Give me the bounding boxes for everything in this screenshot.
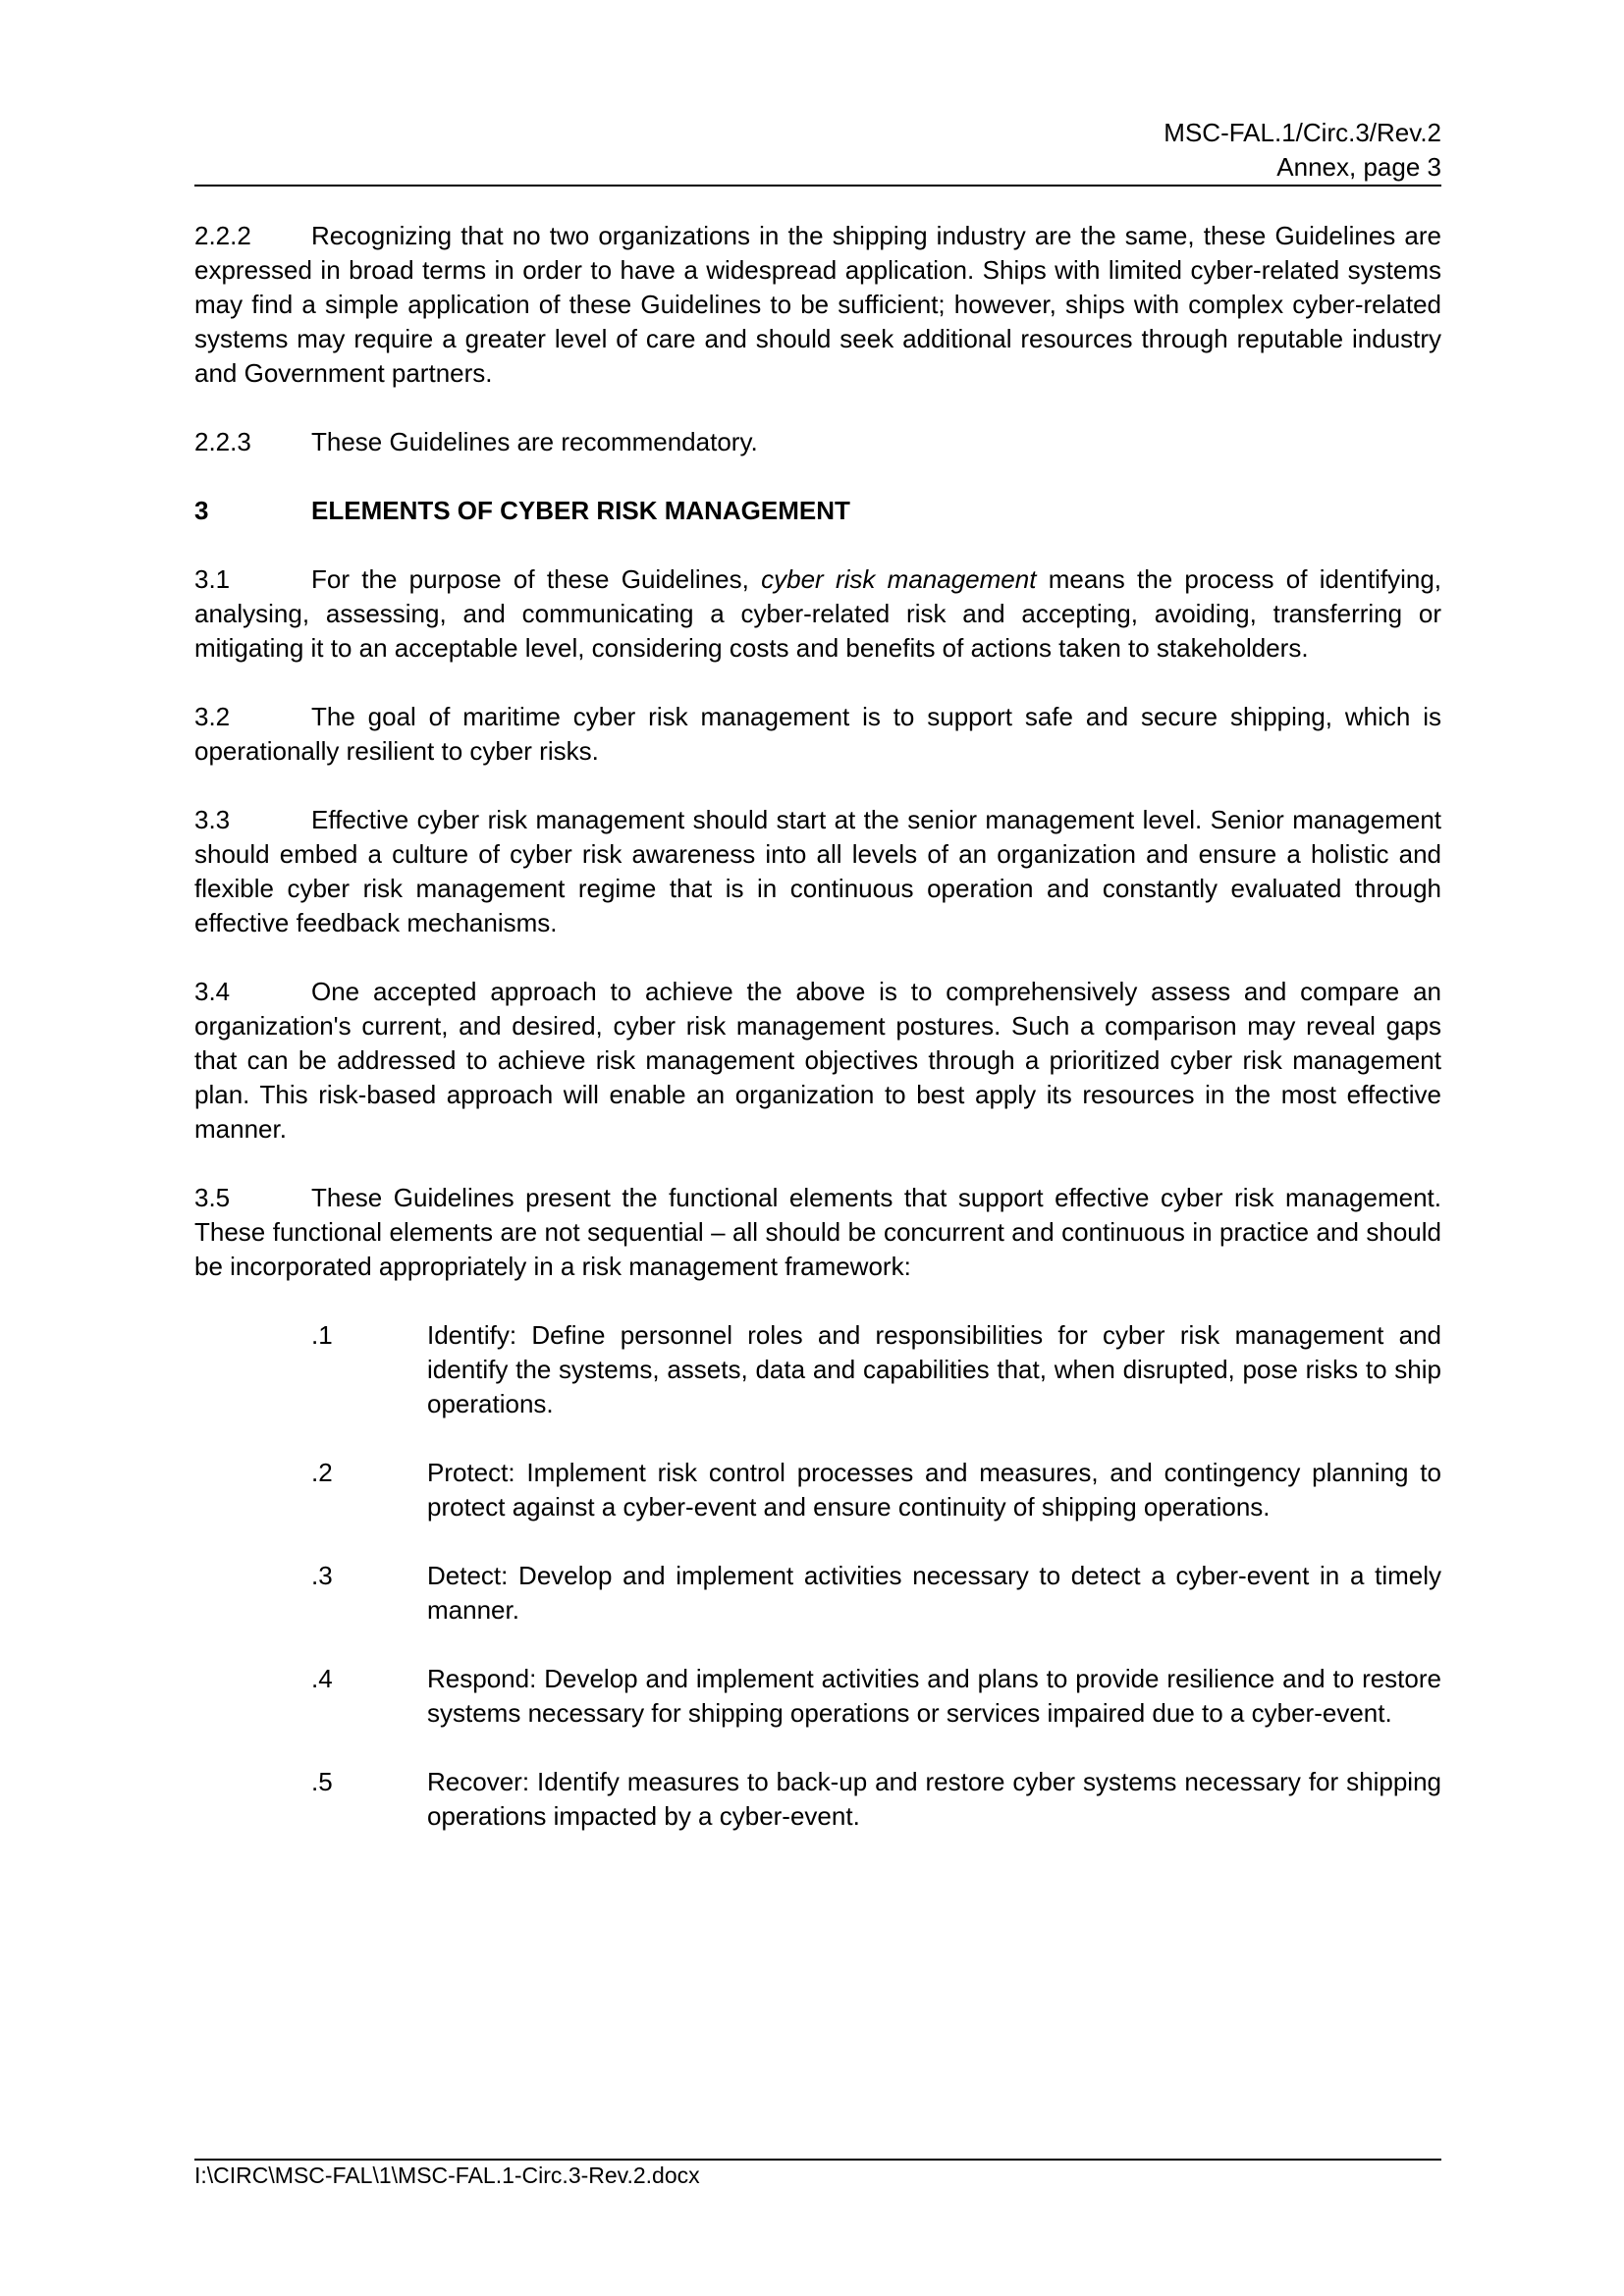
paragraph-2-2-2 [194, 219, 1441, 391]
paragraph-2-2-3 [194, 425, 1441, 459]
paragraph-text: Effective cyber risk management should start at the senior management level. Senior management should embed a culture of cyber risk awareness into all levels of an organization and ensure a holistic and flexible cyber risk management regime that is in continuous operation and constantly evaluated through effective feedback mechanisms. [194, 805, 1441, 937]
paragraph-text: One accepted approach to achieve the above is to comprehensively assess and compare an organization's current, and desired, cyber risk management postures. Such a comparison may reveal gaps that can be addressed to achieve risk management objectives through a prioritized cyber risk management plan. This risk-based approach will enable an organization to best apply its resources in the most effective manner. [194, 977, 1441, 1144]
list-item-text: Identify: Define personnel roles and responsibilities for cyber risk management and identify the systems, assets, data and capabilities that, when disrupted, pose risks to ship operations. [427, 1320, 1441, 1418]
list-item-text: Protect: Implement risk control processes and measures, and contingency planning to protect against a cyber-event and ensure continuity of shipping operations. [427, 1458, 1441, 1522]
paragraph-3-2 [194, 700, 1441, 769]
paragraph-3-5 [194, 1181, 1441, 1284]
list-item-number: .1 [311, 1320, 333, 1350]
paragraph-text-rest: means the process of identifying, analysing, assessing, and communicating a cyber-related risk and accepting, avoiding, transferring or mitigating it to an acceptable level, considering costs and benefits of actions taken to stakeholders. [194, 564, 1441, 663]
paragraph-text: Recognizing that no two organizations in the shipping industry are the same, these Guidelines are expressed in broad terms in order to have a widespread application. Ships with limited cyber-related systems may find a simple application of these Guidelines to be sufficient; however, ships with complex cyber-related systems may require a greater level of care and should seek additional resources through reputable industry and Government partners. [194, 221, 1441, 388]
list-item [194, 1765, 1441, 1834]
page-header [194, 116, 1441, 185]
list-item-number: .3 [311, 1561, 333, 1590]
paragraph-3-1 [194, 562, 1441, 666]
list-item [194, 1559, 1441, 1628]
list-item-number: .4 [311, 1664, 333, 1693]
defined-term: cyber risk management [761, 564, 1037, 594]
paragraph-number: 3.3 [194, 805, 231, 834]
footer-file-path: I:\CIRC\MSC-FAL\1\MSC-FAL.1-Circ.3-Rev.2.docx [194, 2163, 700, 2188]
section-heading-3 [194, 494, 1441, 528]
paragraph-number: 2.2.2 [194, 221, 251, 250]
list-item-text: Detect: Develop and implement activities necessary to detect a cyber-event in a timely manner. [427, 1561, 1441, 1625]
list-item [194, 1662, 1441, 1731]
paragraph-number: 3.1 [194, 564, 231, 594]
page-label: Annex, page 3 [1276, 152, 1441, 182]
paragraph-text: These Guidelines present the functional elements that support effective cyber risk management. These functional elements are not sequential – all should be concurrent and continuous in practice and should be incorporated appropriately in a risk management framework: [194, 1183, 1441, 1281]
list-item [194, 1456, 1441, 1524]
paragraph-number: 3.4 [194, 977, 231, 1006]
list-item-text: Respond: Develop and implement activities and plans to provide resilience and to restore systems necessary for shipping operations or services impaired due to a cyber-event. [427, 1664, 1441, 1728]
section-number: 3 [194, 496, 209, 525]
document-page [194, 0, 1441, 2296]
paragraph-text: These Guidelines are recommendatory. [311, 427, 758, 456]
document-reference: MSC-FAL.1/Circ.3/Rev.2 [1164, 118, 1441, 147]
paragraph-3-3 [194, 803, 1441, 940]
document-body [194, 219, 1441, 1868]
list-item-number: .5 [311, 1767, 333, 1796]
paragraph-3-4 [194, 975, 1441, 1147]
header-divider [194, 185, 1441, 187]
list-item-text: Recover: Identify measures to back-up and restore cyber systems necessary for shipping operations impacted by a cyber-event. [427, 1767, 1441, 1831]
paragraph-text: The goal of maritime cyber risk management is to support safe and secure shipping, which is operationally resilient to cyber risks. [194, 702, 1441, 766]
paragraph-number: 3.5 [194, 1183, 231, 1212]
section-title: ELEMENTS OF CYBER RISK MANAGEMENT [311, 496, 850, 525]
list-item [194, 1318, 1441, 1421]
paragraph-number: 2.2.3 [194, 427, 251, 456]
paragraph-text-lead: For the purpose of these Guidelines, [311, 564, 762, 594]
list-item-number: .2 [311, 1458, 333, 1487]
paragraph-number: 3.2 [194, 702, 231, 731]
